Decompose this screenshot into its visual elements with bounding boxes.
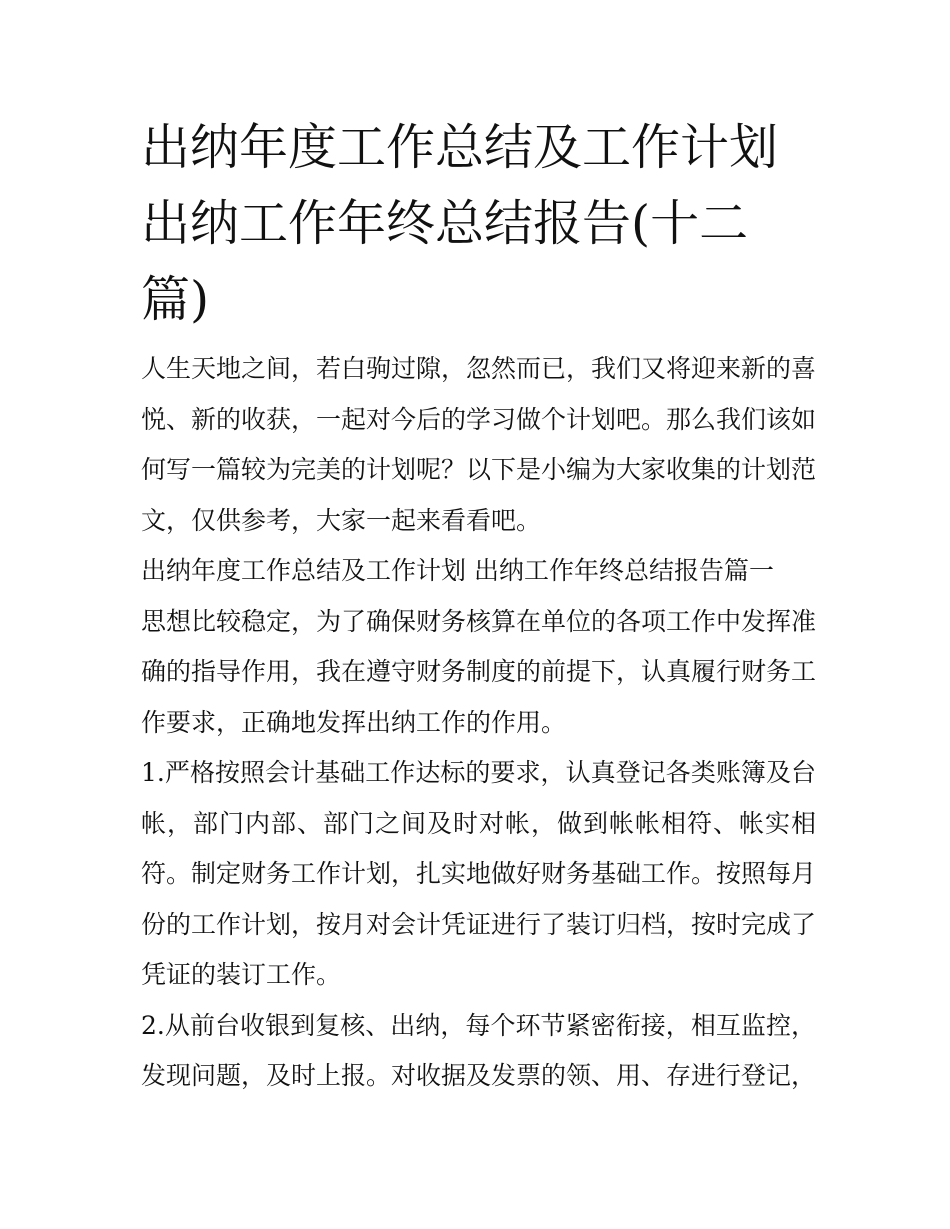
paragraph-body-1: 思想比较稳定，为了确保财务核算在单位的各项工作中发挥准确的指导作用，我在遵守财务制度的前提下，认真履行财务工作要求，正确地发挥出纳工作的作用。 <box>141 606 817 737</box>
paragraph-item-1: 1.严格按照会计基础工作达标的要求，认真登记各类账簿及台帐，部门内部、部门之间及时对帐，做到帐帐相符、帐实相符。制定财务工作计划，扎实地做好财务基础工作。按照每月份的工作计划，按月对会计凭证进行了装订归档，按时完成了凭证的装订工作。 <box>141 758 817 989</box>
paragraph-item-2: 2.从前台收银到复核、出纳，每个环节紧密衔接，相互监控，发现问题，及时上报。对收据及发票的领、用、存进行登记， <box>141 1010 817 1090</box>
paragraph-section-heading: 出纳年度工作总结及工作计划 出纳工作年终总结报告篇一 <box>141 556 774 585</box>
page-title: 出纳年度工作总结及工作计划 出纳工作年终总结报告(十二篇) <box>141 119 779 328</box>
paragraph-intro: 人生天地之间，若白驹过隙，忽然而已，我们又将迎来新的喜悦、新的收获，一起对今后的学习做个计划吧。那么我们该如何写一篇较为完美的计划呢？以下是小编为大家收集的计划范文，仅供参考，大家一起来看看吧。 <box>141 354 817 535</box>
document-body <box>141 110 816 1102</box>
